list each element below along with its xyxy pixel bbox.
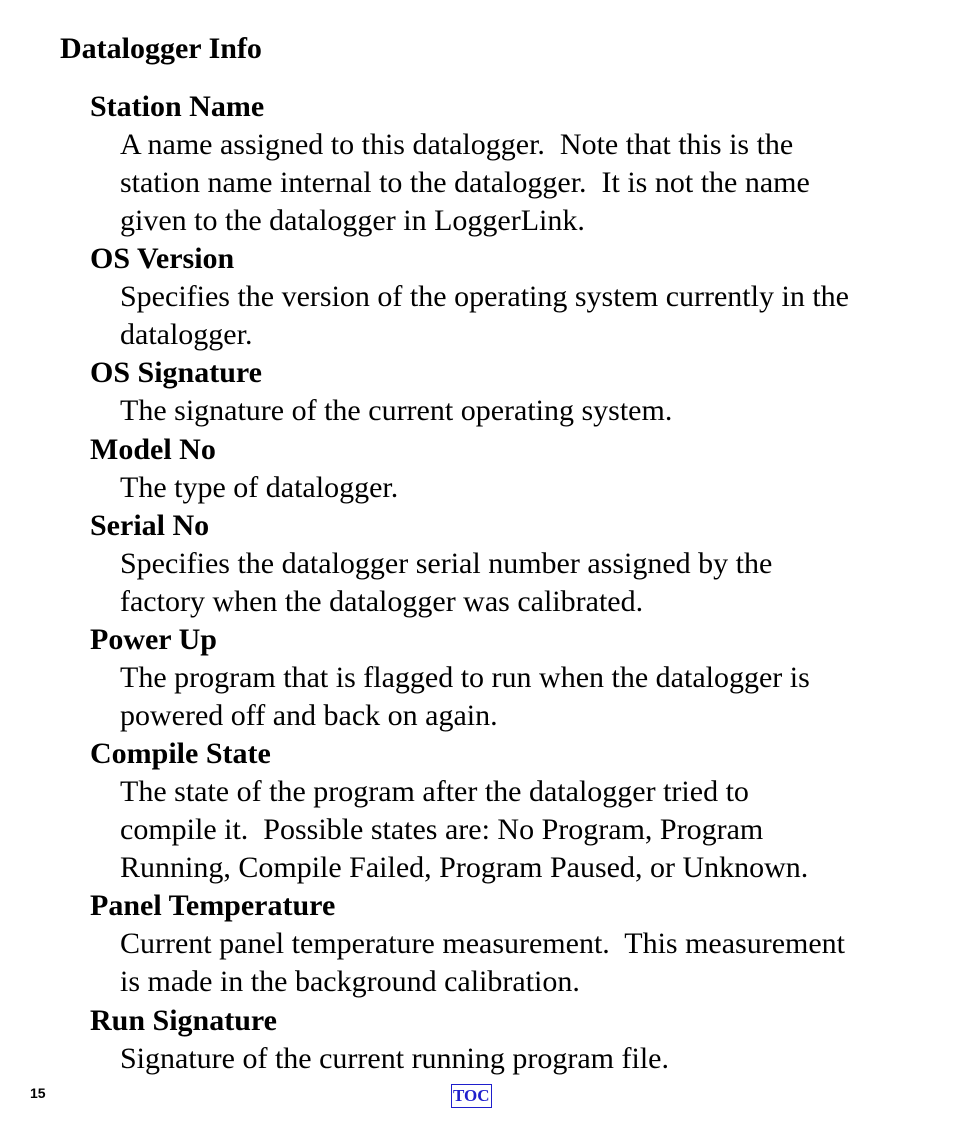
definition-term: OS Version — [90, 242, 235, 276]
description-line: station name internal to the datalogger. It is not the name — [120, 166, 810, 200]
description-line: Running, Compile Failed, Program Paused, or Unknown. — [120, 851, 809, 885]
description-line: powered off and back on again. — [120, 698, 498, 732]
definition-item-model-no — [90, 431, 940, 507]
definition-term: Panel Temperature — [90, 889, 336, 923]
toc-link[interactable]: TOC — [451, 1084, 492, 1108]
definition-term: Station Name — [90, 90, 265, 123]
definition-description — [120, 469, 930, 507]
description-line: datalogger. — [120, 318, 253, 352]
description-line: A name assigned to this datalogger. Note that this is the — [120, 128, 794, 161]
definition-item-serial-no — [90, 507, 940, 621]
definition-item-station-name — [90, 88, 940, 240]
description-line: The state of the program after the datalogger tried to — [120, 775, 749, 809]
definition-item-power-up — [90, 621, 940, 735]
definition-term: Power Up — [90, 622, 217, 656]
description-line: Specifies the version of the operating system currently in the — [120, 280, 849, 314]
definition-description — [120, 392, 930, 430]
description-line: Specifies the datalogger serial number assigned by the — [120, 546, 773, 580]
definition-description — [120, 925, 930, 1001]
definition-description — [120, 1040, 930, 1078]
definition-list — [90, 88, 940, 1078]
definition-description — [120, 126, 930, 240]
definition-term: OS Signature — [90, 356, 262, 390]
description-line: The type of datalogger. — [120, 470, 399, 504]
page-title: Datalogger Info — [60, 32, 262, 65]
definition-item-run-signature — [90, 1002, 940, 1078]
description-line: The signature of the current operating system. — [120, 394, 673, 428]
definition-description — [120, 659, 930, 735]
description-line: Current panel temperature measurement. This measurement — [120, 927, 846, 961]
definition-description — [120, 278, 930, 354]
description-line: is made in the background calibration. — [120, 965, 580, 999]
definition-item-panel-temperature — [90, 887, 940, 1001]
description-line: given to the datalogger in LoggerLink. — [120, 204, 585, 238]
definition-item-os-signature — [90, 354, 940, 430]
definition-item-os-version — [90, 240, 940, 354]
definition-description — [120, 545, 930, 621]
definition-term: Compile State — [90, 737, 271, 771]
definition-term: Serial No — [90, 508, 210, 542]
definition-description — [120, 773, 930, 887]
description-line: Signature of the current running program file. — [120, 1041, 669, 1075]
description-line: factory when the datalogger was calibrated. — [120, 584, 644, 618]
definition-term: Run Signature — [90, 1003, 278, 1037]
definition-item-compile-state — [90, 735, 940, 887]
definition-term: Model No — [90, 432, 216, 466]
description-line: compile it. Possible states are: No Program, Program — [120, 813, 764, 847]
page-number: 15 — [30, 1085, 46, 1101]
description-line: The program that is flagged to run when the datalogger is — [120, 660, 810, 694]
